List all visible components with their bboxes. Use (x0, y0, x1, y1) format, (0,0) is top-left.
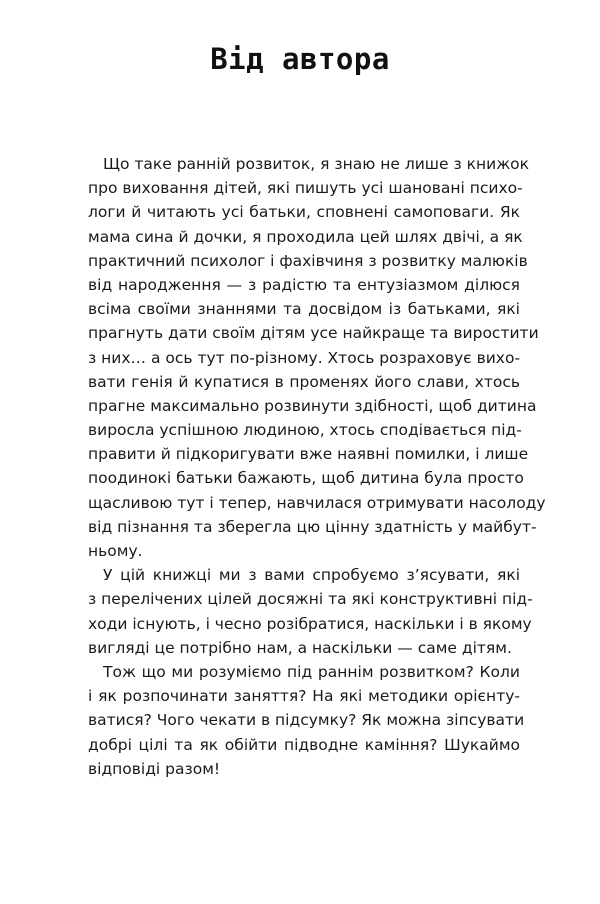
text-line: добрі цілі та як обійти підводне каміння? Шукаймо (88, 735, 520, 754)
text-line: про виховання дітей, які пишуть усі шановані психо- (88, 179, 523, 198)
text-line: вигляді це потрібно нам, а наскільки — саме дітям. (88, 638, 512, 657)
text-line: У цій книжці ми з вами спробуємо з’ясувати, які (103, 566, 520, 585)
text-line: з перелічених цілей досяжні та які конструктивні під- (88, 590, 533, 609)
paragraph-2 (88, 563, 533, 660)
text-line: Що таке ранній розвиток, я знаю не лише з книжок (103, 155, 530, 173)
paragraph-1 (88, 152, 546, 563)
text-line: відповіді разом! (88, 759, 221, 778)
text-line: практичний психолог і фахівчиня з розвитку малюків (88, 251, 528, 270)
paragraph-3 (88, 660, 525, 781)
text-line: вати генія й купатися в променях його слави, хтось (88, 372, 520, 391)
text-line: мама сина й дочки, я проходила цей шлях двічі, а як (88, 227, 523, 246)
text-line: ходи існують, і чесно розібратися, наскільки і в якому (88, 614, 532, 633)
text-line: прагне максимально розвинути здібності, щоб дитина (88, 396, 537, 415)
text-line: виросла успішною людиною, хтось сподівається під- (88, 421, 522, 440)
text-line: від народження — з радістю та ентузіазмом ділюся (88, 275, 520, 294)
text-line: ньому. (88, 542, 143, 560)
text-line: ватися? Чого чекати в підсумку? Як можна зіпсувати (88, 711, 525, 730)
text-line: прагнуть дати своїм дітям усе найкраще та виростити (88, 324, 539, 343)
text-line: правити й підкоригувати вже наявні помилки, і лише (88, 445, 529, 464)
text-line: і як розпочинати заняття? На які методики орієнту- (88, 687, 520, 706)
text-line: логи й читають усі батьки, сповнені самоповаги. Як (88, 203, 520, 222)
text-line: всіма своїми знаннями та досвідом із батьками, які (88, 300, 520, 319)
body-text (88, 152, 546, 781)
text-line: Тож що ми розуміємо під раннім розвитком? Коли (103, 662, 520, 681)
text-line: від пізнання та зберегла цю цінну здатність у майбут- (88, 517, 537, 536)
text-line: поодинокі батьки бажають, щоб дитина була просто (88, 469, 524, 488)
text-line: щасливою тут і тепер, навчилася отримувати насолоду (88, 493, 546, 512)
text-line: з них… а ось тут по-різному. Хтось розраховує вихо- (88, 348, 521, 367)
page-title: Від автора (210, 42, 390, 76)
